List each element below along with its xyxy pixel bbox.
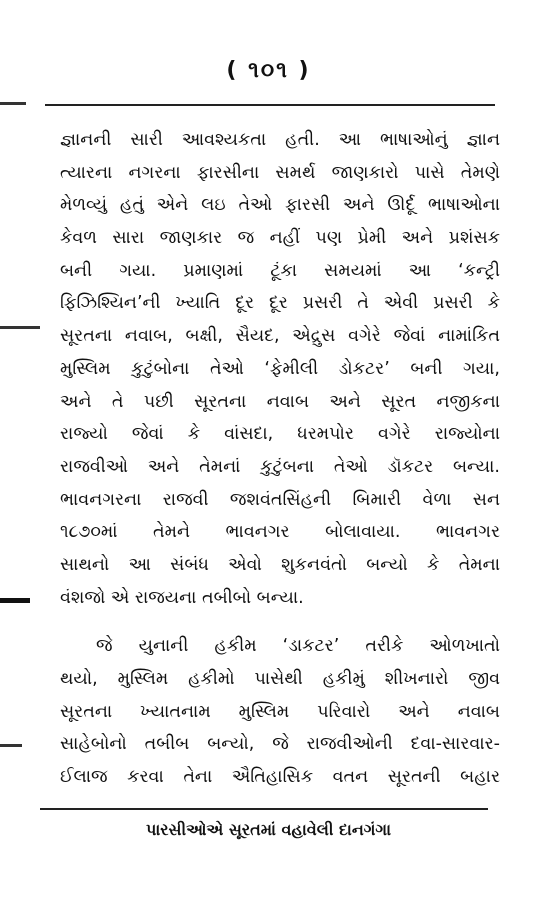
paragraph [60,124,500,614]
edge-mark [0,744,22,747]
text-line: મુસ્લિમ કુટુંબોના તેઓ ‘ફેમીલી ડોકટર’ બની ગયા, [60,358,500,379]
text-line: સાથનો આ સંબંધ એવો શુકનવંતો બન્યો કે તેમના [60,554,500,575]
paragraph [60,630,500,793]
text-line: ૧૮૭૦માં તેમને ભાવનગર બોલાવાયા. ભાવનગર [60,522,500,543]
edge-mark [0,102,26,105]
text-line: કેવળ સારા જાણકાર જ નહીં પણ પ્રેમી અને પ્રશંસક [60,228,500,249]
body-text [60,124,500,794]
text-line: સાહેબોનો તબીબ બન્યો, જે રાજવીઓની દવા-સારવાર- [60,734,500,755]
paragraph-gap [60,614,500,630]
edge-mark [0,326,40,329]
text-line: સૂરતના ખ્યાતનામ મુસ્લિમ પરિવારો અને નવાબ [60,701,500,722]
text-line: અને તે પછી સૂરતના નવાબ અને સૂરત નજીકના [60,391,500,412]
bottom-rule [40,808,488,810]
text-line: ભાવનગરના રાજવી જશવંતસિંહની બિમારી વેળા સન [60,489,500,510]
footer-book-title: પારસીઓએ સૂરતમાં વહાવેલી દાનગંગા [145,820,392,839]
page-number: ( ૧૦૧ ) [226,58,311,83]
top-rule [45,104,495,106]
text-line: બની ગયા. પ્રમાણમાં ટૂંકા સમયમાં આ ‘કન્ટ્રી [60,260,500,281]
text-line: જે યુનાની હકીમ ‘ડાકટર’ તરીકે ઓળખાતો [96,636,500,657]
text-line: જ્ઞાનની સારી આવશ્યકતા હતી. આ ભાષાઓનું જ્ઞાન [60,130,500,150]
text-line: ફિઝિશ્યિન’ની ખ્યાતિ દૂર દૂર પ્રસરી તે એવી પ્રસરી કે [60,293,500,314]
text-line: રાજ્યો જેવાં કે વાંસદા, ધરમપોર વગેરે રાજ્યોના [60,424,500,445]
text-line: ઈલાજ કરવા તેના ઐતિહાસિક વતન સૂરતની બહાર [60,767,500,788]
text-line: સૂરતના નવાબ, બક્ષી, સૈયદ, એદ્રુસ વગેરે જેવાં નામાંકિત [60,326,500,347]
text-line: થયો, મુસ્લિમ હકીમો પાસેથી હકીમું શીખનારો જીવ [60,669,500,689]
text-line: રાજવીઓ અને તેમનાં કુટુંબના તેઓ ડૉકટર બન્યા. [60,456,500,477]
text-line: મેળવ્યું હતું એને લઇ તેઓ ફારસી અને ઊર્દૂ ભાષાઓના [60,195,500,216]
text-line: ત્યારના નગરના ફારસીના સમર્થ જાણકારો પાસે તેમણે [60,162,500,183]
text-line: વંશજો એ રાજયના તબીબો બન્યા. [60,587,304,608]
edge-mark [0,598,30,603]
